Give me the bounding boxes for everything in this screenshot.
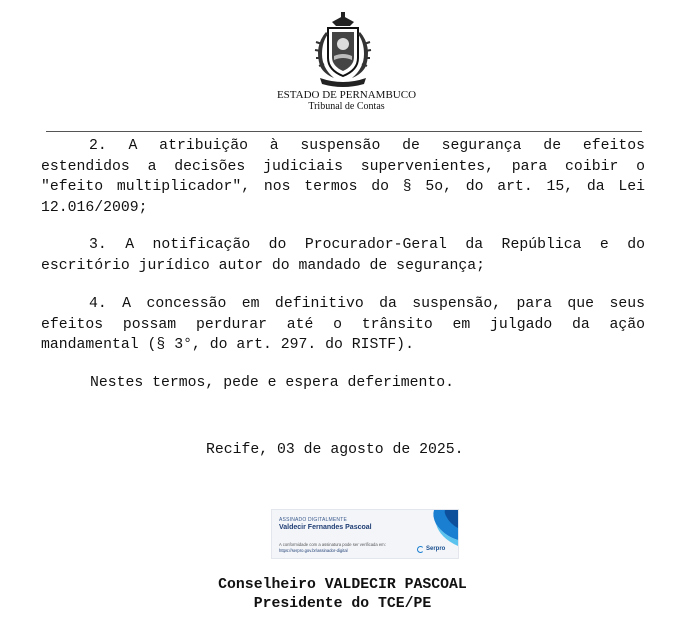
- signature-label: ASSINADO DIGITALMENTE: [279, 517, 348, 523]
- header-divider: [46, 131, 642, 132]
- serpro-logo: [417, 544, 445, 554]
- court-name: Tribunal de Contas: [308, 101, 385, 112]
- place-and-date: Recife, 03 de agosto de 2025.: [206, 442, 464, 458]
- item-2-line-1: 2. A atribuição à suspensão de segurança de efeitos: [89, 138, 645, 154]
- signer-role: Presidente do TCE/PE: [253, 596, 432, 612]
- serpro-logo-icon: [417, 546, 424, 553]
- item-3-line-2: escritório jurídico autor do mandado de segurança;: [41, 257, 485, 274]
- item-4-line-2: efeitos possam perdurar até o trânsito em julgado da ação: [41, 316, 645, 333]
- item-4-line-3: mandamental (§ 3°, do art. 297. do RISTF).: [41, 337, 414, 353]
- item-2-line-3: "efeito multiplicador", nos termos do § 5o, do art. 15, da Lei: [41, 179, 645, 195]
- item-4-line-1: 4. A concessão em definitivo da suspensão, para que seus: [89, 296, 645, 312]
- item-3-paragraph: [41, 235, 645, 276]
- signer-name: Conselheiro VALDECIR PASCOAL: [218, 577, 467, 593]
- item-4-paragraph: [41, 294, 645, 356]
- state-name: ESTADO DE PERNAMBUCO: [276, 89, 417, 101]
- signature-verification-url[interactable]: https://serpro.gov.br/assinador-digital: [279, 548, 348, 553]
- digital-signature-stamp: [271, 509, 459, 559]
- item-2-line-2: estendidos a decisões judiciais supervenientes, para coibir o: [41, 158, 645, 175]
- coat-of-arms-seal-icon: [310, 12, 376, 88]
- item-2-line-4: 12.016/2009;: [41, 199, 148, 216]
- signature-verification-note: A conformidade com a assinatura pode ser verificada em:: [279, 542, 386, 547]
- serpro-logo-text: Serpro: [426, 546, 446, 552]
- signature-signer-name: Valdecir Fernandes Pascoal: [279, 524, 372, 531]
- item-3-line-1: 3. A notificação do Procurador-Geral da República e do: [89, 237, 645, 253]
- closing-statement: Nestes termos, pede e espera deferimento.: [90, 375, 455, 391]
- item-2-paragraph: [41, 136, 645, 218]
